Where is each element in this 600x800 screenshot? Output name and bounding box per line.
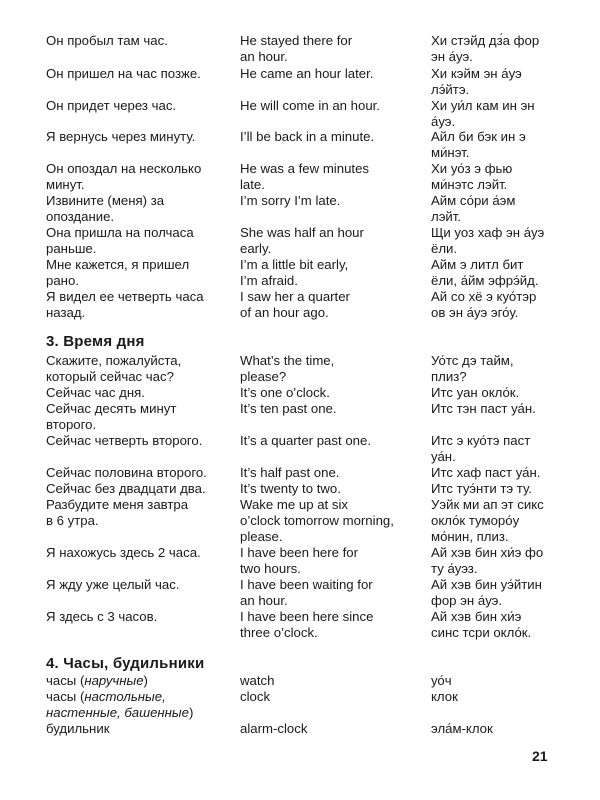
russian-italic-note: наручные — [84, 673, 144, 688]
transcription-text: Хи уо́з э фью ми́нэтс лэйт. — [431, 161, 513, 192]
transcription-text: Итс тэн паст уа́н. — [431, 401, 536, 416]
russian-text: Скажите, пожалуйста, который сейчас час? — [46, 353, 182, 384]
transcription-text: эла́м-клок — [431, 721, 493, 736]
english-text: What’s the time, please? — [240, 353, 335, 384]
english-text: It’s ten past one. — [240, 401, 337, 416]
russian-text: Сейчас половина второго. — [46, 465, 207, 480]
russian-text: Он пришел на час позже. — [46, 66, 201, 81]
transcription-text: Итс э куо́тэ паст уа́н. — [431, 433, 531, 464]
russian-text: Я жду уже целый час. — [46, 577, 180, 592]
english-text: I saw her a quarter of an hour ago. — [240, 289, 350, 320]
russian-text: Я нахожусь здесь 2 часа. — [46, 545, 201, 560]
transcription-text: Итс уан окло́к. — [431, 385, 520, 400]
russian-text: Я видел ее четверть часа назад. — [46, 289, 204, 320]
english-text: I’m a little bit early, I’m afraid. — [240, 257, 349, 288]
english-text: clock — [240, 689, 271, 704]
english-text: Wake me up at six o’clock tomorrow morning, please. — [240, 497, 394, 544]
russian-text-part: часы ( — [46, 673, 85, 688]
russian-text — [46, 689, 234, 721]
russian-text: Я здесь с 3 часов. — [46, 609, 158, 624]
english-text: I have been waiting for an hour. — [240, 577, 373, 608]
russian-text: Она пришла на полчаса раньше. — [46, 225, 194, 256]
english-text: He was a few minutes late. — [240, 161, 369, 192]
section-heading: 4. Часы, будильники — [46, 655, 205, 672]
english-text: It’s a quarter past one. — [240, 433, 371, 448]
english-text: I’m sorry I’m late. — [240, 193, 341, 208]
transcription-text: Хи кэйм эн а́уэ лэ́йтэ. — [431, 66, 522, 97]
russian-text: Сейчас час дня. — [46, 385, 145, 400]
russian-text: Он опоздал на несколько минут. — [46, 161, 202, 192]
russian-italic-note: настенные, башенные — [46, 705, 189, 720]
russian-text-part: часы ( — [46, 689, 85, 704]
transcription-text: Хи уи́л кам ин эн а́уэ. — [431, 98, 535, 129]
english-text: It’s twenty to two. — [240, 481, 341, 496]
transcription-text: Щи уоз хаф эн а́уэ ёли. — [431, 225, 545, 256]
russian-text: Я вернусь через минуту. — [46, 129, 196, 144]
english-text: I have been here for two hours. — [240, 545, 359, 576]
english-text: It’s half past one. — [240, 465, 340, 480]
page-number: 21 — [532, 748, 548, 764]
transcription-text: Айл би бэк ин э ми́нэт. — [431, 129, 526, 160]
russian-text: Сейчас без двадцати два. — [46, 481, 206, 496]
transcription-text: Уэйк ми ап эт сикс окло́к туморо́у мо́нин, плиз. — [431, 497, 544, 544]
russian-text: Он придет через час. — [46, 98, 177, 113]
russian-text: Сейчас десять минут второго. — [46, 401, 177, 432]
transcription-text: Ай хэв бин уэ́йтин фор эн а́уэ. — [431, 577, 542, 608]
english-text: I’ll be back in a minute. — [240, 129, 375, 144]
russian-text: Извините (меня) за опоздание. — [46, 193, 165, 224]
english-text: I have been here since three o’clock. — [240, 609, 374, 640]
english-text: He came an hour later. — [240, 66, 374, 81]
russian-text-part: ) — [188, 705, 194, 720]
russian-text: Сейчас четверть второго. — [46, 433, 203, 448]
transcription-text: Ай хэв бин хи́э фо ту а́уэз. — [431, 545, 544, 576]
english-text: watch — [240, 673, 275, 688]
russian-italic-note: настольные, — [84, 689, 166, 704]
english-text: He stayed there for an hour. — [240, 33, 353, 64]
english-text: He will come in an hour. — [240, 98, 381, 113]
russian-text-part: ) — [143, 673, 148, 688]
english-text: She was half an hour early. — [240, 225, 364, 256]
english-text: alarm-clock — [240, 721, 308, 736]
transcription-text: Айм со́ри а́эм лэйт. — [431, 193, 516, 224]
transcription-text: Итс туэ́нти тэ ту. — [431, 481, 532, 496]
transcription-text: Хи стэйд дз́а фор эн а́уэ. — [431, 33, 540, 64]
russian-text — [46, 673, 234, 689]
transcription-text: Айм э литл бит ёли, а́йм эфрэ́йд. — [431, 257, 539, 288]
english-text: It’s one o’clock. — [240, 385, 330, 400]
transcription-text: Итс хаф паст уа́н. — [431, 465, 541, 480]
russian-text: Он пробыл там час. — [46, 33, 168, 48]
russian-text: Мне кажется, я пришел рано. — [46, 257, 190, 288]
transcription-text: уо́ч — [431, 673, 452, 688]
transcription-text: Ай хэв бин хи́э синс тсри окло́к. — [431, 609, 532, 640]
transcription-text: Ай со хё э куо́тэр ов эн а́уэ эго́у. — [431, 289, 537, 320]
transcription-text: клок — [431, 689, 458, 704]
russian-text: Разбудите меня завтра в 6 утра. — [46, 497, 189, 528]
section-heading: 3. Время дня — [46, 333, 145, 350]
russian-text: будильник — [46, 721, 110, 736]
transcription-text: Уо́тс дэ тайм, плиз? — [431, 353, 514, 384]
